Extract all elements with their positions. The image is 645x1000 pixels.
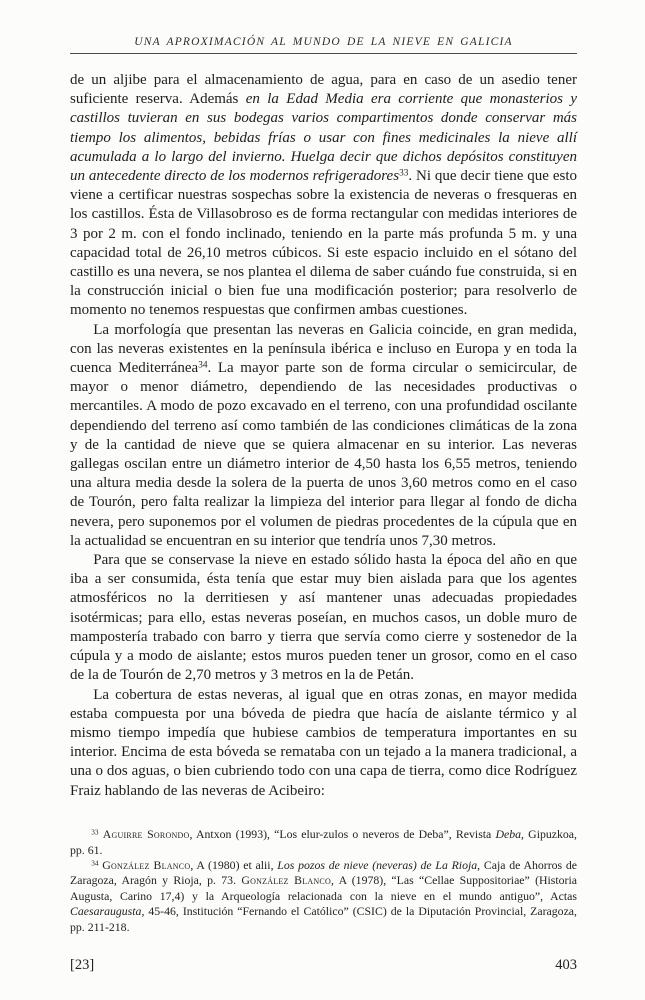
text-segment-smallcaps: González Blanco (241, 873, 331, 888)
text-segment-normal: . Ni que decir tiene que esto viene a certificar nuestras sospechas sobre la existencia de neveras o fresqueras en los castillos. Ésta de Villasobroso es de forma rectangular con medidas interiores de 3 por 2 m. con el fondo inclinado, teniendo en la parte más profunda 5 m. y una capacidad total de 26,10 metros cúbicos. Si este espacio incluido en el sótano del castillo es una nevera, se nos plantea el dilema de saber cuándo fue construida, si en la construcción inicial o bien fue una modificación posterior; para resolverlo de momento no tenemos respuestas que confirmen ambas cuestiones. (70, 168, 578, 319)
text-segment-normal: , Antxon (1993), “Los elur-zulos o neveros de Deba”, Revista (189, 827, 496, 842)
text-segment-normal: , 45-46, Institución “Fernando el Católico” (CSIC) de la Diputación Provincial, Zaragoza, pp. 211-218. (70, 904, 577, 934)
footnote (70, 858, 577, 935)
text-segment-normal: , Gipuzkoa, pp. 61. (70, 827, 577, 857)
text-segment-normal: de un aljibe para el almacenamiento de agua, para en caso de un asedio tener suficiente reserva. Además (70, 72, 577, 108)
footnotes-section (70, 827, 577, 935)
text-segment-smallcaps: Aguirre Sorondo (102, 827, 190, 842)
text-segment-sup: 33 (399, 168, 409, 179)
running-header: UNA APROXIMACIÓN AL MUNDO DE LA NIEVE EN GALICIA (70, 36, 577, 54)
text-segment-italic: en la Edad Media era corriente que monasterios y castillos tuvieran en sus bodegas varios compartimentos donde conservar más tiempo los alimentos, bebidas frías o usar con fines medicinales la nieve allí acumulada a lo largo del invierno. Huelga decir que dichos depósitos constituyen un antecedente directo de los modernos refrigeradores (70, 91, 577, 185)
text-segment-normal: Para que se conservase la nieve en estado sólido hasta la época del año en que iba a ser consumida, ésta tenía que estar muy bien aislada para que los agentes atmosféricos no la derritiesen y así mantener unas adecuadas propiedades isotérmicas; para ello, estas neveras poseían, en muchos casos, un doble muro de mampostería trabado con barro y tierra que servía como cierre y sostenedor de la cúpula y a modo de aislante; estos muros pueden tener un grosor, como en el caso de la de Tourón de 2,70 metros y 3 metros en la de Petán. (70, 552, 577, 684)
text-segment-italic: Deba (495, 827, 522, 842)
text-segment-sup: 34 (91, 858, 99, 868)
paragraph (70, 321, 577, 551)
text-segment-normal: , A (1980) et alii, (190, 857, 278, 872)
text-segment-smallcaps: González Blanco (102, 857, 191, 872)
text-segment-sup: 33 (91, 827, 99, 837)
text-segment-normal: La morfología que presentan las neveras en Galicia coincide, en gran medida, con las neveras existentes en la península ibérica e incluso en Europa y en toda la cuenca Mediterránea (70, 321, 577, 377)
page-marker-left: [23] (70, 957, 95, 973)
text-segment-italic: Los pozos de nieve (neveras) de La Rioja (277, 857, 478, 872)
page-number: 403 (555, 957, 577, 973)
paragraph (70, 71, 577, 321)
text-segment-italic: Caesaraugusta (70, 904, 142, 919)
footnote (70, 827, 577, 858)
text-segment-normal: , A (1978), “Las “Cellae Suppositoriae” (Historia Augusta, Carino 17,4) y la Arqueología relacionada con la nieve en el mundo antiguo”, Actas (70, 873, 577, 903)
body-text (70, 71, 577, 801)
text-segment-normal: . La mayor parte son de forma circular o semicircular, de mayor o menor diámetro, dependiendo de las necesidades productivas o mercantiles. A modo de pozo excavado en el terreno, con una profundidad oscilante dependiendo del terreno así como también de las condiciones climáticas de la zona y de la cantidad de nieve que se quiera almacenar en su interior. Las neveras gallegas oscilan entre un diámetro interior de 4,50 hasta los 6,55 metros, teniendo una altura media desde la solera de la puerta de unos 3,60 metros como en el caso de Tourón, pero falta realizar la limpieza del interior para llegar al fondo de dicha nevera, pero suponemos por el volumen de piedras procedentes de la cúpula que en la actualidad se encuentran en su interior que tendría unos 7,30 metros. (70, 360, 577, 549)
page-footer (70, 957, 577, 974)
text-segment-sup: 34 (198, 360, 208, 371)
text-segment-normal: La cobertura de estas neveras, al igual que en otras zonas, en mayor medida estaba compuesta por una bóveda de piedra que hacía de aislante térmico y al mismo tiempo impedía que hubiese cambios de temperatura importantes en su interior. Encima de esta bóveda se remataba con un tejado a la manera tradicional, a una o dos aguas, o bien cubriendo todo con una capa de tierra, como dice Rodríguez Fraiz hablando de las neveras de Acibeiro: (70, 686, 577, 799)
text-segment-normal: , Caja de Ahorros de Zaragoza, Aragón y Rioja, p. 73. (70, 857, 577, 888)
paragraph (70, 551, 577, 685)
paragraph (70, 686, 577, 801)
